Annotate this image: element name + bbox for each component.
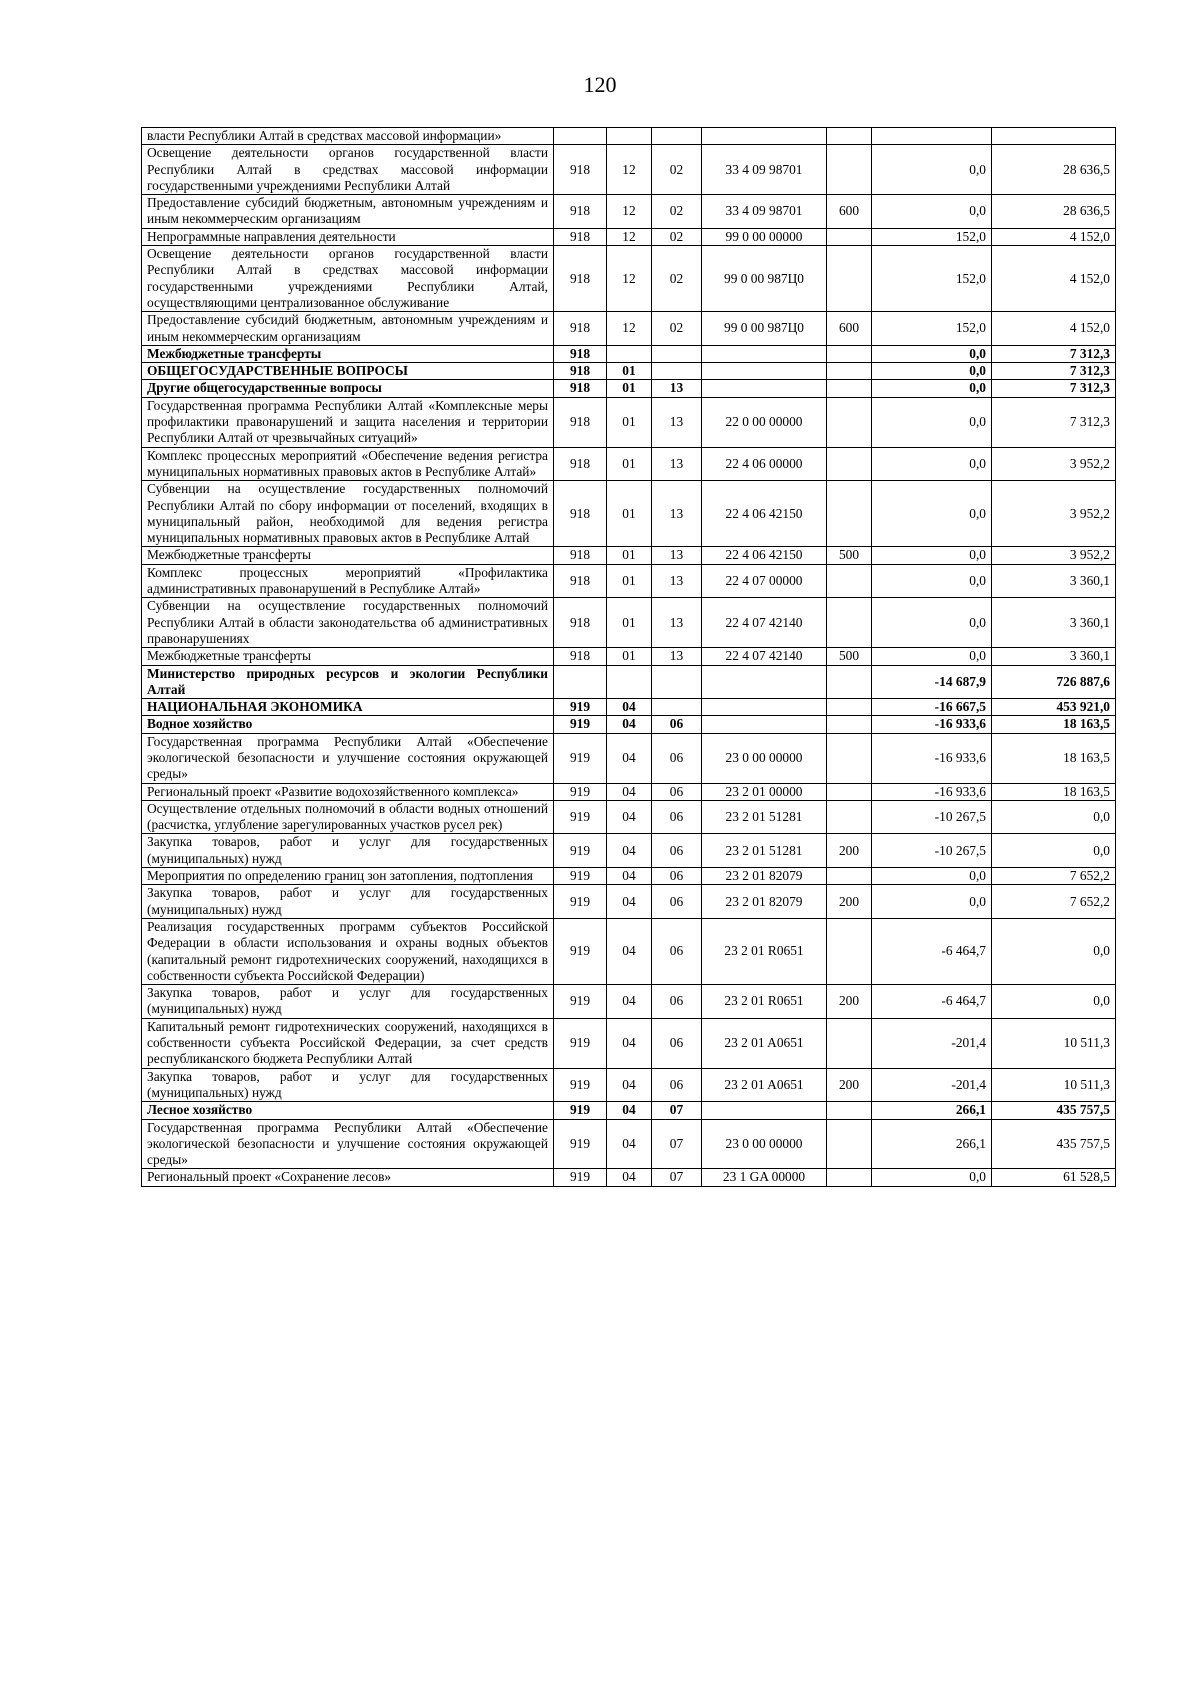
row-expense-type — [827, 783, 872, 800]
row-target-article — [702, 665, 827, 699]
row-target-article — [702, 345, 827, 362]
row-expense-type: 500 — [827, 648, 872, 665]
row-amount-change: -201,4 — [872, 1068, 992, 1102]
row-target-article: 23 2 01 R0651 — [702, 918, 827, 984]
row-amount-total: 4 152,0 — [992, 246, 1116, 312]
row-name: Непрограммные направления деятельности — [142, 228, 554, 245]
row-expense-type — [827, 447, 872, 481]
row-subsection-code: 06 — [652, 985, 702, 1019]
row-ved-code: 919 — [554, 1119, 607, 1169]
row-expense-type — [827, 716, 872, 733]
row-expense-type — [827, 699, 872, 716]
table-row — [142, 380, 1116, 397]
row-name: Комплекс процессных мероприятий «Профилактика административных правонарушений в Республике Алтай» — [142, 564, 554, 598]
table-row — [142, 195, 1116, 229]
row-ved-code: 918 — [554, 228, 607, 245]
row-amount-total: 7 652,2 — [992, 868, 1116, 885]
row-name: Лесное хозяйство — [142, 1102, 554, 1119]
row-name: Предоставление субсидий бюджетным, автономным учреждениям и иным некоммерческим организациям — [142, 195, 554, 229]
row-amount-total — [992, 128, 1116, 145]
row-ved-code: 918 — [554, 547, 607, 564]
row-target-article: 22 4 06 42150 — [702, 547, 827, 564]
row-expense-type: 600 — [827, 195, 872, 229]
row-amount-total: 10 511,3 — [992, 1068, 1116, 1102]
row-name: НАЦИОНАЛЬНАЯ ЭКОНОМИКА — [142, 699, 554, 716]
row-name: Освещение деятельности органов государственной власти Республики Алтай в средствах массовой информации государственными учреждениями Республики Алтай — [142, 145, 554, 195]
row-ved-code: 919 — [554, 868, 607, 885]
row-section-code: 04 — [607, 985, 652, 1019]
row-expense-type — [827, 665, 872, 699]
row-ved-code: 918 — [554, 363, 607, 380]
table-row — [142, 1119, 1116, 1169]
row-subsection-code — [652, 665, 702, 699]
row-amount-total: 7 312,3 — [992, 345, 1116, 362]
row-section-code: 04 — [607, 918, 652, 984]
row-ved-code: 918 — [554, 447, 607, 481]
row-amount-change: 0,0 — [872, 868, 992, 885]
table-row — [142, 1102, 1116, 1119]
table-body — [142, 128, 1116, 1187]
row-amount-total: 28 636,5 — [992, 195, 1116, 229]
row-section-code: 04 — [607, 699, 652, 716]
row-target-article: 22 4 07 00000 — [702, 564, 827, 598]
row-amount-change: 152,0 — [872, 312, 992, 346]
row-subsection-code: 07 — [652, 1119, 702, 1169]
row-ved-code: 919 — [554, 1169, 607, 1186]
row-name: Государственная программа Республики Алтай «Обеспечение экологической безопасности и улучшение состояния окружающей среды» — [142, 1119, 554, 1169]
row-expense-type — [827, 598, 872, 648]
row-target-article: 33 4 09 98701 — [702, 145, 827, 195]
row-expense-type — [827, 363, 872, 380]
row-amount-change: 152,0 — [872, 228, 992, 245]
row-subsection-code: 13 — [652, 648, 702, 665]
row-amount-change: 0,0 — [872, 1169, 992, 1186]
table-row — [142, 312, 1116, 346]
row-section-code: 12 — [607, 228, 652, 245]
table-row — [142, 228, 1116, 245]
row-subsection-code: 06 — [652, 716, 702, 733]
row-subsection-code: 13 — [652, 380, 702, 397]
row-amount-total: 3 360,1 — [992, 648, 1116, 665]
row-subsection-code: 06 — [652, 834, 702, 868]
row-ved-code: 918 — [554, 648, 607, 665]
row-amount-change: 266,1 — [872, 1102, 992, 1119]
row-section-code: 04 — [607, 783, 652, 800]
row-amount-total: 3 952,2 — [992, 447, 1116, 481]
row-amount-change: -16 933,6 — [872, 716, 992, 733]
table-row — [142, 1169, 1116, 1186]
row-subsection-code: 06 — [652, 783, 702, 800]
row-subsection-code: 06 — [652, 733, 702, 783]
table-row — [142, 665, 1116, 699]
row-subsection-code: 07 — [652, 1169, 702, 1186]
table-row — [142, 783, 1116, 800]
table-row — [142, 1068, 1116, 1102]
row-name: Закупка товаров, работ и услуг для государственных (муниципальных) нужд — [142, 885, 554, 919]
row-subsection-code: 06 — [652, 1068, 702, 1102]
row-ved-code: 918 — [554, 312, 607, 346]
row-expense-type: 600 — [827, 312, 872, 346]
row-subsection-code: 13 — [652, 598, 702, 648]
row-expense-type — [827, 380, 872, 397]
row-expense-type — [827, 1119, 872, 1169]
row-subsection-code: 06 — [652, 868, 702, 885]
row-subsection-code: 02 — [652, 145, 702, 195]
row-amount-change: -16 933,6 — [872, 783, 992, 800]
row-amount-total: 3 360,1 — [992, 598, 1116, 648]
row-target-article — [702, 716, 827, 733]
row-target-article — [702, 699, 827, 716]
row-ved-code: 919 — [554, 1102, 607, 1119]
row-name: Предоставление субсидий бюджетным, автономным учреждениям и иным некоммерческим организациям — [142, 312, 554, 346]
row-subsection-code: 06 — [652, 885, 702, 919]
table-row — [142, 733, 1116, 783]
row-expense-type — [827, 733, 872, 783]
row-name: Субвенции на осуществление государственных полномочий Республики Алтай в области законодательства об административных правонарушениях — [142, 598, 554, 648]
row-ved-code: 918 — [554, 598, 607, 648]
row-amount-change: 0,0 — [872, 363, 992, 380]
row-amount-change: -14 687,9 — [872, 665, 992, 699]
row-amount-total: 10 511,3 — [992, 1018, 1116, 1068]
row-section-code: 01 — [607, 564, 652, 598]
row-name: Мероприятия по определению границ зон затопления, подтопления — [142, 868, 554, 885]
row-target-article: 99 0 00 987Ц0 — [702, 312, 827, 346]
row-amount-change: -201,4 — [872, 1018, 992, 1068]
row-name: Закупка товаров, работ и услуг для государственных (муниципальных) нужд — [142, 834, 554, 868]
row-subsection-code: 13 — [652, 447, 702, 481]
row-section-code: 01 — [607, 447, 652, 481]
row-section-code: 04 — [607, 868, 652, 885]
row-amount-change: 266,1 — [872, 1119, 992, 1169]
row-section-code: 01 — [607, 397, 652, 447]
row-section-code: 04 — [607, 800, 652, 834]
row-target-article: 23 2 01 A0651 — [702, 1068, 827, 1102]
row-amount-change: 0,0 — [872, 380, 992, 397]
row-section-code: 04 — [607, 834, 652, 868]
row-amount-total: 0,0 — [992, 985, 1116, 1019]
row-expense-type: 200 — [827, 1068, 872, 1102]
row-target-article: 23 2 01 R0651 — [702, 985, 827, 1019]
row-amount-change: 152,0 — [872, 246, 992, 312]
table-row — [142, 128, 1116, 145]
row-amount-total: 3 952,2 — [992, 547, 1116, 564]
row-name: Закупка товаров, работ и услуг для государственных (муниципальных) нужд — [142, 985, 554, 1019]
row-amount-total: 4 152,0 — [992, 228, 1116, 245]
row-ved-code: 919 — [554, 1068, 607, 1102]
row-expense-type — [827, 145, 872, 195]
row-amount-total: 61 528,5 — [992, 1169, 1116, 1186]
table-row — [142, 800, 1116, 834]
table-row — [142, 699, 1116, 716]
row-ved-code: 918 — [554, 195, 607, 229]
page-number: 120 — [583, 72, 617, 97]
row-subsection-code — [652, 345, 702, 362]
row-target-article: 23 1 GA 00000 — [702, 1169, 827, 1186]
row-ved-code: 918 — [554, 145, 607, 195]
row-ved-code — [554, 128, 607, 145]
table-row — [142, 481, 1116, 547]
row-subsection-code — [652, 128, 702, 145]
table-row — [142, 547, 1116, 564]
row-target-article: 23 2 01 82079 — [702, 868, 827, 885]
row-section-code: 01 — [607, 363, 652, 380]
row-name: Государственная программа Республики Алтай «Обеспечение экологической безопасности и улучшение состояния окружающей среды» — [142, 733, 554, 783]
row-amount-change: -16 667,5 — [872, 699, 992, 716]
row-ved-code: 919 — [554, 733, 607, 783]
row-amount-change: 0,0 — [872, 145, 992, 195]
row-target-article: 22 0 00 00000 — [702, 397, 827, 447]
row-target-article: 23 2 01 82079 — [702, 885, 827, 919]
row-expense-type — [827, 918, 872, 984]
row-name: Субвенции на осуществление государственных полномочий Республики Алтай по сбору информации от поселений, входящих в муниципальный район, необходимой для ведения регистра муниципальных нормативных правовых актов в Республике Алтай — [142, 481, 554, 547]
row-name: Региональный проект «Сохранение лесов» — [142, 1169, 554, 1186]
row-subsection-code: 02 — [652, 228, 702, 245]
row-amount-change: 0,0 — [872, 397, 992, 447]
row-name: ОБЩЕГОСУДАРСТВЕННЫЕ ВОПРОСЫ — [142, 363, 554, 380]
row-target-article — [702, 380, 827, 397]
row-amount-total: 0,0 — [992, 834, 1116, 868]
row-expense-type: 500 — [827, 547, 872, 564]
row-amount-total: 7 312,3 — [992, 397, 1116, 447]
row-amount-change: 0,0 — [872, 195, 992, 229]
row-name: Государственная программа Республики Алтай «Комплексные меры профилактики правонарушений и защита населения и территории Республики Алтай от чрезвычайных ситуаций» — [142, 397, 554, 447]
row-ved-code — [554, 665, 607, 699]
row-target-article: 22 4 06 42150 — [702, 481, 827, 547]
row-section-code: 12 — [607, 195, 652, 229]
row-amount-total: 4 152,0 — [992, 312, 1116, 346]
row-section-code: 12 — [607, 145, 652, 195]
row-section-code: 04 — [607, 733, 652, 783]
row-ved-code: 918 — [554, 564, 607, 598]
table-row — [142, 985, 1116, 1019]
table-row — [142, 145, 1116, 195]
row-target-article: 99 0 00 00000 — [702, 228, 827, 245]
row-target-article: 23 2 01 A0651 — [702, 1018, 827, 1068]
row-target-article: 23 2 01 51281 — [702, 800, 827, 834]
row-subsection-code: 07 — [652, 1102, 702, 1119]
row-section-code: 04 — [607, 1018, 652, 1068]
row-section-code — [607, 345, 652, 362]
row-ved-code: 919 — [554, 885, 607, 919]
row-subsection-code: 13 — [652, 397, 702, 447]
table-row — [142, 1018, 1116, 1068]
row-section-code: 12 — [607, 312, 652, 346]
row-amount-change: 0,0 — [872, 345, 992, 362]
row-amount-total: 726 887,6 — [992, 665, 1116, 699]
row-target-article: 99 0 00 987Ц0 — [702, 246, 827, 312]
row-ved-code: 919 — [554, 1018, 607, 1068]
row-subsection-code: 02 — [652, 195, 702, 229]
table-row — [142, 918, 1116, 984]
row-name: Капитальный ремонт гидротехнических сооружений, находящихся в собственности субъекта Российской Федерации, за счет средств республиканского бюджета Республики Алтай — [142, 1018, 554, 1068]
row-amount-total: 0,0 — [992, 918, 1116, 984]
row-target-article: 23 0 00 00000 — [702, 733, 827, 783]
row-expense-type — [827, 397, 872, 447]
row-subsection-code: 06 — [652, 1018, 702, 1068]
row-amount-change: 0,0 — [872, 564, 992, 598]
row-amount-total: 18 163,5 — [992, 783, 1116, 800]
row-amount-total: 435 757,5 — [992, 1119, 1116, 1169]
row-subsection-code — [652, 699, 702, 716]
row-target-article: 22 4 07 42140 — [702, 648, 827, 665]
row-expense-type: 200 — [827, 885, 872, 919]
row-ved-code: 919 — [554, 699, 607, 716]
row-amount-total: 18 163,5 — [992, 733, 1116, 783]
row-expense-type — [827, 1018, 872, 1068]
row-name: Закупка товаров, работ и услуг для государственных (муниципальных) нужд — [142, 1068, 554, 1102]
table-row — [142, 716, 1116, 733]
row-subsection-code — [652, 363, 702, 380]
table-row — [142, 598, 1116, 648]
table-row — [142, 868, 1116, 885]
row-ved-code: 919 — [554, 985, 607, 1019]
row-name: Реализация государственных программ субъектов Российской Федерации в области использования и охраны водных объектов (капитальный ремонт гидротехнических сооружений, находящихся в собственности субъекта Российской Федерации) — [142, 918, 554, 984]
row-section-code: 04 — [607, 1119, 652, 1169]
row-amount-total: 3 952,2 — [992, 481, 1116, 547]
row-amount-change: 0,0 — [872, 547, 992, 564]
row-target-article: 23 0 00 00000 — [702, 1119, 827, 1169]
row-section-code: 01 — [607, 380, 652, 397]
row-expense-type — [827, 564, 872, 598]
row-ved-code: 919 — [554, 783, 607, 800]
row-name: Комплекс процессных мероприятий «Обеспечение ведения регистра муниципальных нормативных правовых актов в Республике Алтай» — [142, 447, 554, 481]
row-amount-total: 7 652,2 — [992, 885, 1116, 919]
row-amount-total: 435 757,5 — [992, 1102, 1116, 1119]
row-subsection-code: 06 — [652, 918, 702, 984]
row-expense-type — [827, 481, 872, 547]
table-row — [142, 834, 1116, 868]
row-subsection-code: 06 — [652, 800, 702, 834]
row-target-article: 22 4 07 42140 — [702, 598, 827, 648]
row-ved-code: 918 — [554, 380, 607, 397]
row-name: Межбюджетные трансферты — [142, 345, 554, 362]
row-target-article: 33 4 09 98701 — [702, 195, 827, 229]
row-name: Межбюджетные трансферты — [142, 648, 554, 665]
row-name: Министерство природных ресурсов и экологии Республики Алтай — [142, 665, 554, 699]
row-section-code: 01 — [607, 547, 652, 564]
row-ved-code: 919 — [554, 716, 607, 733]
table-row — [142, 397, 1116, 447]
row-section-code: 01 — [607, 481, 652, 547]
row-amount-change: 0,0 — [872, 481, 992, 547]
row-target-article — [702, 128, 827, 145]
row-ved-code: 919 — [554, 834, 607, 868]
row-expense-type — [827, 246, 872, 312]
row-subsection-code: 13 — [652, 481, 702, 547]
row-section-code — [607, 128, 652, 145]
row-expense-type — [827, 1102, 872, 1119]
row-amount-total: 18 163,5 — [992, 716, 1116, 733]
row-expense-type — [827, 868, 872, 885]
table-row — [142, 345, 1116, 362]
row-expense-type — [827, 800, 872, 834]
row-amount-total: 3 360,1 — [992, 564, 1116, 598]
table-row — [142, 363, 1116, 380]
row-name: Региональный проект «Развитие водохозяйственного комплекса» — [142, 783, 554, 800]
row-name: Межбюджетные трансферты — [142, 547, 554, 564]
row-target-article: 23 2 01 51281 — [702, 834, 827, 868]
row-name: Другие общегосударственные вопросы — [142, 380, 554, 397]
row-expense-type — [827, 128, 872, 145]
row-expense-type — [827, 1169, 872, 1186]
row-ved-code: 919 — [554, 800, 607, 834]
row-subsection-code: 13 — [652, 547, 702, 564]
budget-table — [141, 127, 1116, 1187]
row-ved-code: 919 — [554, 918, 607, 984]
row-section-code: 04 — [607, 1068, 652, 1102]
row-target-article — [702, 363, 827, 380]
table-row — [142, 246, 1116, 312]
row-amount-total: 0,0 — [992, 800, 1116, 834]
row-amount-total: 453 921,0 — [992, 699, 1116, 716]
row-amount-change — [872, 128, 992, 145]
row-target-article — [702, 1102, 827, 1119]
row-amount-total: 7 312,3 — [992, 363, 1116, 380]
row-amount-total: 28 636,5 — [992, 145, 1116, 195]
row-amount-change: -6 464,7 — [872, 985, 992, 1019]
row-section-code: 04 — [607, 1102, 652, 1119]
row-expense-type — [827, 345, 872, 362]
row-ved-code: 918 — [554, 246, 607, 312]
row-expense-type — [827, 228, 872, 245]
row-amount-change: 0,0 — [872, 447, 992, 481]
row-section-code: 04 — [607, 885, 652, 919]
table-row — [142, 885, 1116, 919]
row-amount-change: -16 933,6 — [872, 733, 992, 783]
row-subsection-code: 02 — [652, 312, 702, 346]
row-amount-change: -10 267,5 — [872, 834, 992, 868]
row-target-article: 22 4 06 00000 — [702, 447, 827, 481]
row-amount-change: 0,0 — [872, 598, 992, 648]
row-name: Водное хозяйство — [142, 716, 554, 733]
row-name: Освещение деятельности органов государственной власти Республики Алтай в средствах массовой информации государственными учреждениями Республики Алтай, осуществляющими централизованное обслуживание — [142, 246, 554, 312]
row-subsection-code: 02 — [652, 246, 702, 312]
row-amount-change: 0,0 — [872, 648, 992, 665]
row-ved-code: 918 — [554, 345, 607, 362]
table-row — [142, 447, 1116, 481]
row-ved-code: 918 — [554, 397, 607, 447]
row-section-code: 01 — [607, 598, 652, 648]
row-expense-type: 200 — [827, 985, 872, 1019]
row-target-article: 23 2 01 00000 — [702, 783, 827, 800]
row-expense-type: 200 — [827, 834, 872, 868]
table-row — [142, 648, 1116, 665]
row-section-code: 04 — [607, 716, 652, 733]
row-section-code — [607, 665, 652, 699]
row-name: Осуществление отдельных полномочий в области водных отношений (расчистка, углубление зарегулированных участков русел рек) — [142, 800, 554, 834]
row-amount-change: -6 464,7 — [872, 918, 992, 984]
row-amount-change: -10 267,5 — [872, 800, 992, 834]
row-section-code: 04 — [607, 1169, 652, 1186]
row-ved-code: 918 — [554, 481, 607, 547]
row-section-code: 01 — [607, 648, 652, 665]
row-amount-total: 7 312,3 — [992, 380, 1116, 397]
row-name: власти Республики Алтай в средствах массовой информации» — [142, 128, 554, 145]
table-row — [142, 564, 1116, 598]
row-section-code: 12 — [607, 246, 652, 312]
row-subsection-code: 13 — [652, 564, 702, 598]
row-amount-change: 0,0 — [872, 885, 992, 919]
